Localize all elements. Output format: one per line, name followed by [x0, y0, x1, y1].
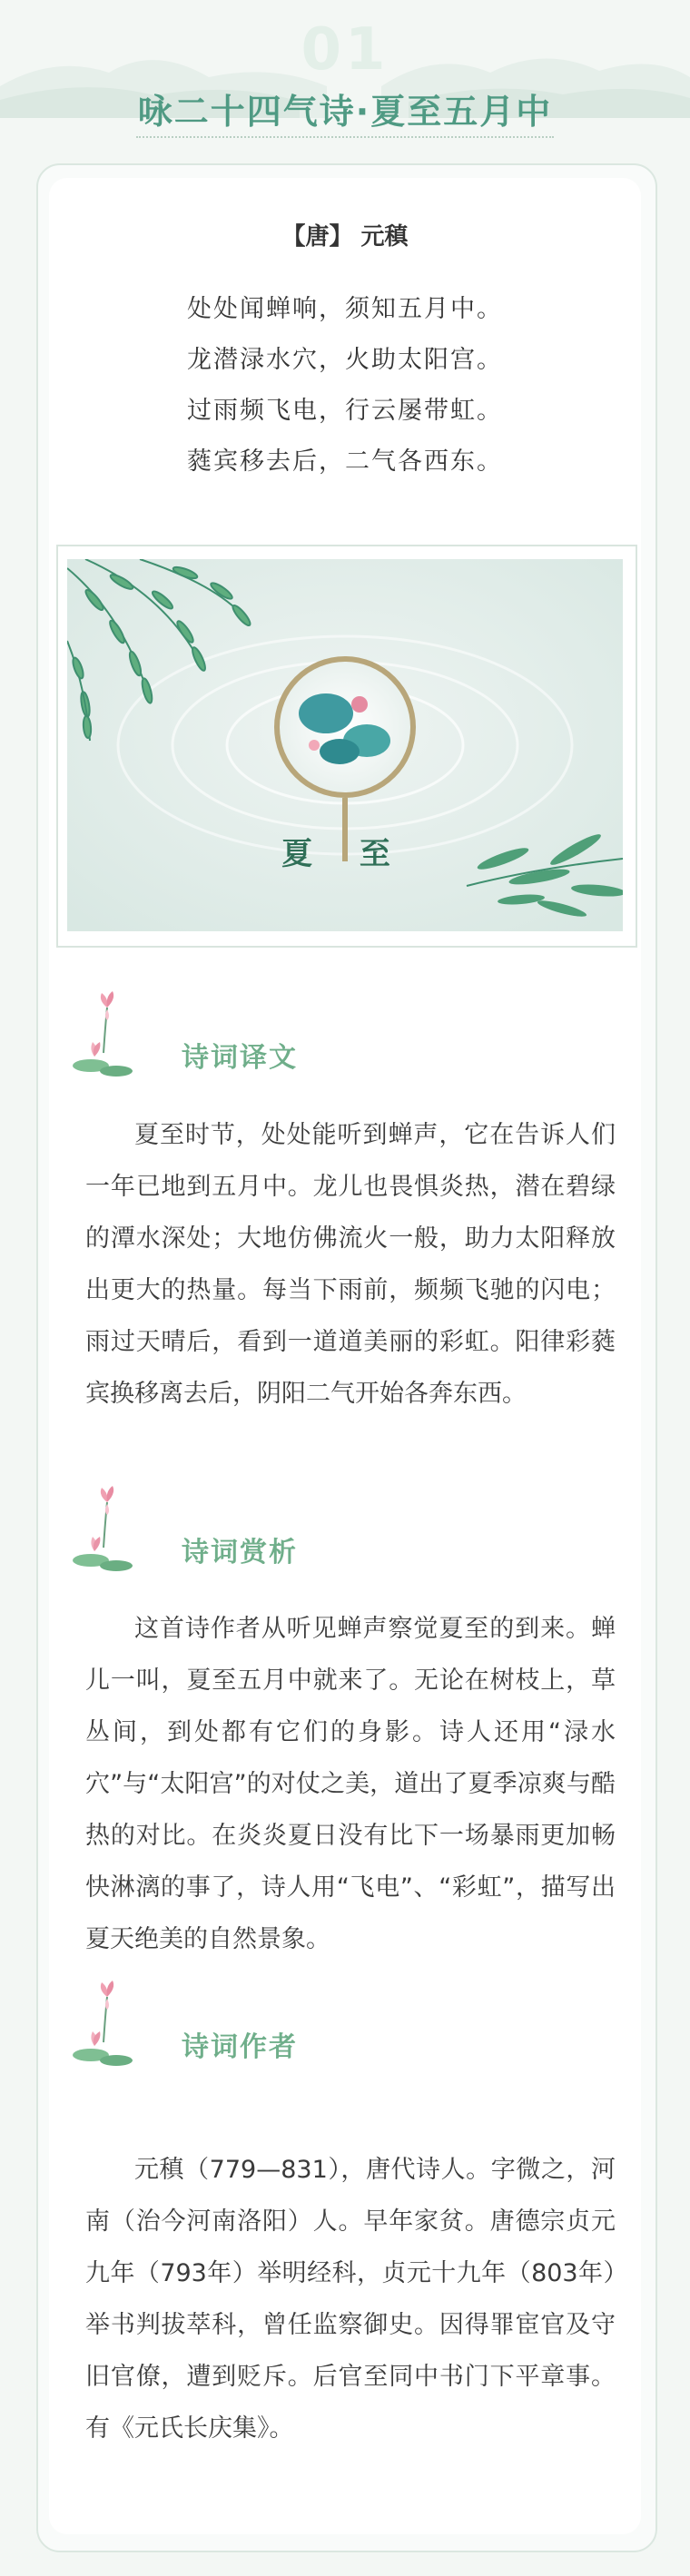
author-paragraph: 元稹（779—831），唐代诗人。字微之，河南（治今河南洛阳）人。早年家贫。唐德宗贞元九年（793年）举明经科，贞元十九年（803年）举书判拔萃科，曾任监察御史。因得罪宦官及守旧官僚，遭到贬斥。后官至同中书门下平章事。有《元氏长庆集》。: [85, 2156, 616, 2443]
title-divider: [136, 136, 554, 138]
section-header: [71, 1484, 616, 1584]
poem-line: 蕤宾移去后，二气各西东。: [187, 447, 503, 476]
section-title: 诗词作者: [182, 2031, 298, 2063]
poem-line: 过雨频飞电，行云屡带虹。: [187, 397, 503, 425]
section-header: [71, 1979, 616, 2079]
lotus-icon: [71, 1979, 140, 2079]
lotus-icon: [71, 989, 140, 1089]
section-number: 01: [301, 16, 389, 84]
page-title: 咏二十四气诗·夏至五月中: [137, 92, 553, 132]
summer-solstice-illustration: [67, 559, 623, 931]
section-title: 诗词赏析: [182, 1537, 298, 1568]
poem-author: 【唐】 元稹: [281, 223, 409, 251]
section-title: 诗词译文: [182, 1042, 298, 1074]
section-header: [71, 989, 616, 1089]
appreciation-paragraph: 这首诗作者从听见蝉声察觉夏至的到来。蝉儿一叫，夏至五月中就来了。无论在树枝上，草丛间，到处都有它们的身影。诗人还用“渌水穴”与“太阳宫”的对仗之美，道出了夏季凉爽与酷热的对比。在炎炎夏日没有比下一场暴雨更加畅快淋漓的事了，诗人用“飞电”、“彩虹”，描写出夏天绝美的自然景象。: [85, 1615, 616, 1953]
poem-line: 处处闻蝉响，须知五月中。: [187, 295, 503, 323]
illustration-caption: 夏 至: [281, 836, 409, 872]
poem-line: 龙潜渌水穴，火助太阳宫。: [187, 346, 503, 374]
translation-paragraph: 夏至时节，处处能听到蝉声，它在告诉人们一年已地到五月中。龙儿也畏惧炎热，潜在碧绿的潭水深处；大地仿佛流火一般，助力太阳释放出更大的热量。每当下雨前，频频飞驰的闪电；雨过天晴后，看到一道道美丽的彩虹。阳律彩蕤宾换移离去后，阴阳二气开始各奔东西。: [85, 1121, 616, 1408]
lotus-icon: [71, 1484, 140, 1584]
